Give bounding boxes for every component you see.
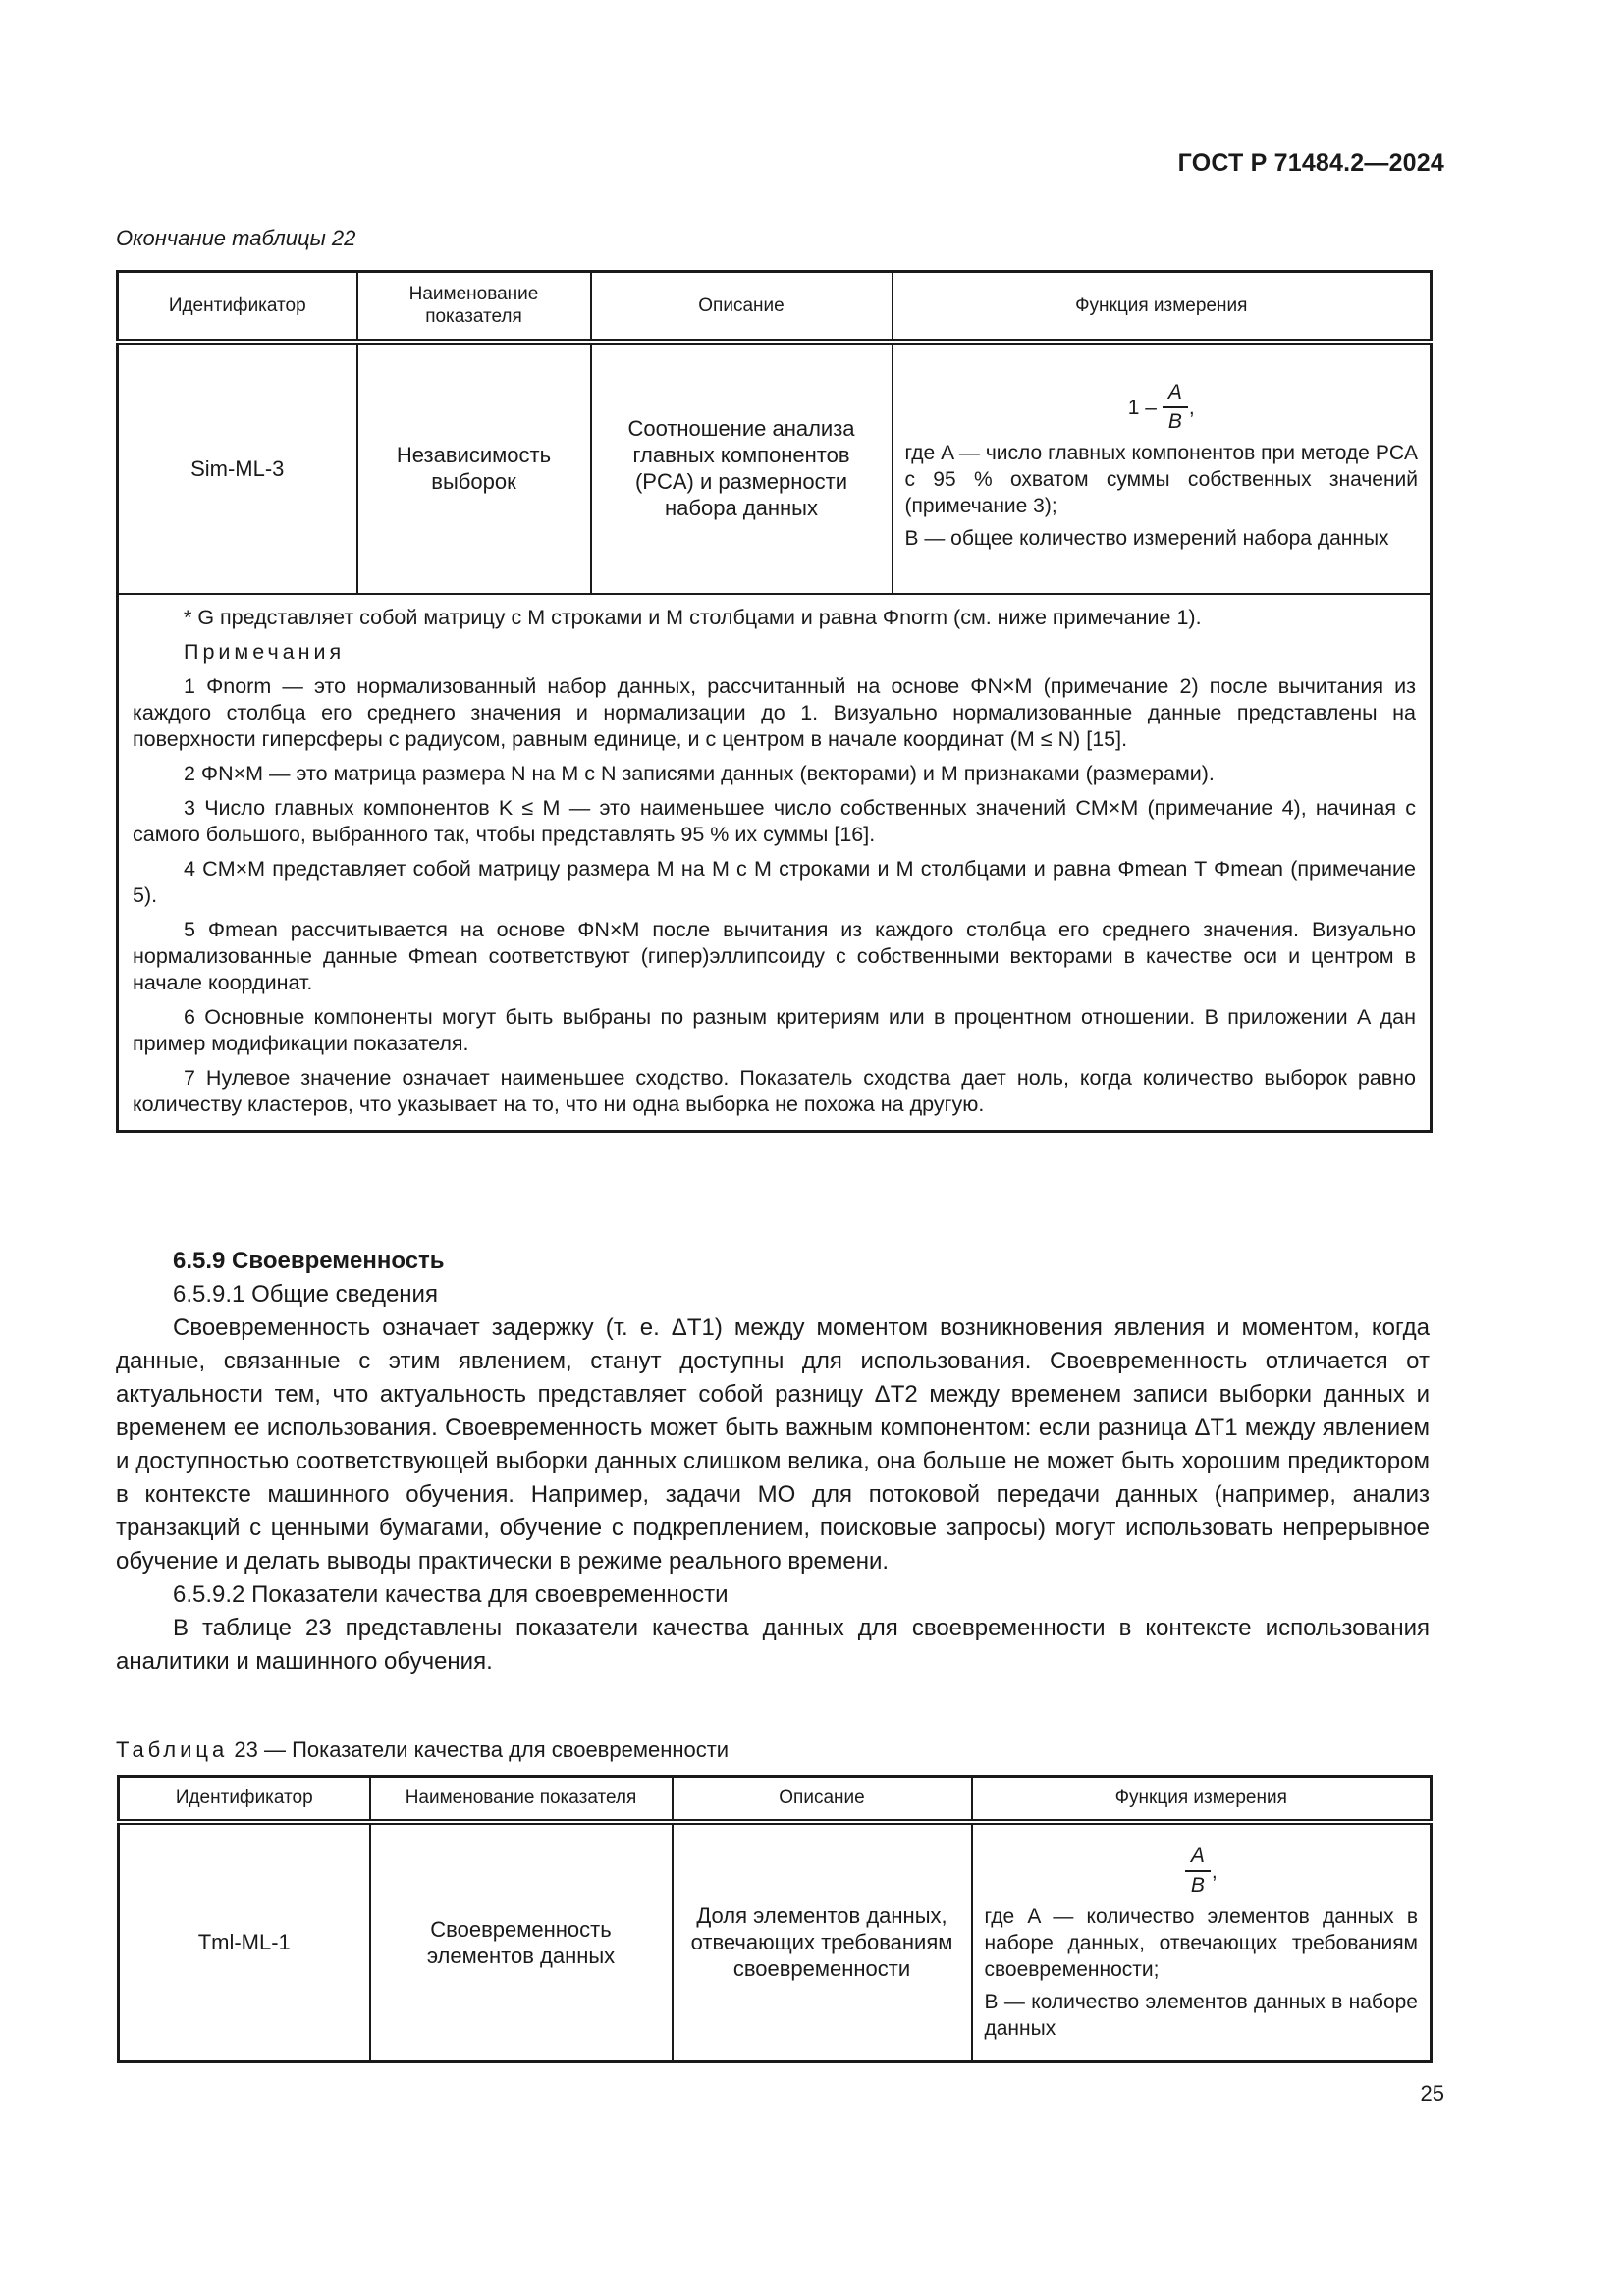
formula-where-a: где A — число главных компонентов при методе PCA с 95 % охватом суммы собственных значений (примечание 3); <box>904 442 1418 517</box>
table-continuation-caption: Окончание таблицы 22 <box>116 226 356 250</box>
fraction-bar <box>1163 406 1188 408</box>
cell-description: Соотношение анализа главных компонентов (PCA) и размерности набора данных <box>591 342 893 594</box>
col-header-description: Описание <box>591 272 893 342</box>
page-number: 25 <box>1420 2081 1444 2106</box>
formula-where-b: B — количество элементов данных в наборе данных <box>984 1991 1418 2041</box>
fraction-bar <box>1185 1870 1211 1872</box>
formula-where-b: B — общее количество измерений набора данных <box>904 527 1389 550</box>
formula-prefix: 1 – <box>1127 396 1157 419</box>
subsection-heading-1: 6.5.9.1 Общие сведения <box>173 1281 438 1308</box>
cell-measurement-function <box>893 342 1432 594</box>
notes-title: Примечания <box>184 639 346 664</box>
table-row <box>118 342 1432 594</box>
document-id: ГОСТ Р 71484.2—2024 <box>1177 149 1444 177</box>
note-3: 3 Число главных компонентов K ≤ M — это наименьшее число собственных значений CM×M (примечание 4), начиная с самого большого, выбранного так, чтобы представлять 95 % их суммы [16]. <box>133 795 1416 846</box>
formula-denominator: B <box>1167 410 1182 433</box>
table-23 <box>117 1775 1433 2063</box>
cell-identifier: Tml-ML-1 <box>119 1822 370 2062</box>
formula-numerator: A <box>1167 381 1182 403</box>
paragraph-1: Своевременность означает задержку (т. е. ΔT1) между моментом возникновения явления и моментом, когда данные, связанные с этим явлением, станут доступны для использования. Своевременность отличается от актуальности тем, что актуальность представляет собой разницу ΔT2 между временем записи выборки данных и временем ее использования. Своевременность может быть важным компонентом: если разница ΔT1 между явлением и доступностью соответствующей выборки данных слишком велика, она больше не может быть хорошим предиктором в контексте машинного обучения. Например, задачи МО для потоковой передачи данных (например, анализ транзакций с ценными бумагами, обучение с подкреплением, поисковые запросы) могут использовать непрерывное обучение и делать выводы практически в режиме реального времени. <box>116 1314 1430 1575</box>
formula-suffix: , <box>1188 396 1195 419</box>
note-2: 2 ΦN×M — это матрица размера N на M с N записями данных (векторами) и M признаками (размерами). <box>184 761 1215 785</box>
note-5: 5 Φmean рассчитывается на основе ΦN×M после вычитания из каждого столбца его среднего значения. Визуально нормализованные данные Φmean соответствуют (гипер)эллипсоиду с собственными векторами в качестве оси и центром в начале координат. <box>133 917 1416 994</box>
col-header-measurement-function: Функция измерения <box>972 1777 1432 1822</box>
table-22 <box>116 270 1433 1133</box>
formula-where-a: где A — количество элементов данных в наборе данных, отвечающих требованиям своевременности; <box>984 1905 1418 1982</box>
subsection-heading-2: 6.5.9.2 Показатели качества для своевременности <box>173 1581 729 1608</box>
table-row <box>119 1822 1432 2062</box>
cell-indicator-name: Своевременность элементов данных <box>370 1822 673 2062</box>
table-23-caption <box>116 1737 729 1763</box>
section-6-5-9 <box>116 1245 1430 1679</box>
col-header-identifier: Идентификатор <box>119 1777 370 1822</box>
formula <box>985 1844 1419 1897</box>
table-word: Таблица <box>116 1737 229 1762</box>
formula <box>905 381 1419 434</box>
note-1: 1 Φnorm — это нормализованный набор данных, рассчитанный на основе ΦN×M (примечание 2) после вычитания из каждого столбца его среднего значения и нормализации до 1. Визуально нормализованные данные представлены на поверхности гиперсферы с радиусом, равным единице, и с центром в начале координат (M ≤ N) [15]. <box>133 673 1416 751</box>
cell-measurement-function <box>972 1822 1432 2062</box>
table-title: 23 — Показатели качества для своевременности <box>234 1737 730 1762</box>
col-header-measurement-function: Функция измерения <box>893 272 1432 342</box>
cell-description: Доля элементов данных, отвечающих требованиям своевременности <box>673 1822 972 2062</box>
cell-identifier: Sim-ML-3 <box>118 342 357 594</box>
section-heading: 6.5.9 Своевременность <box>173 1248 445 1274</box>
col-header-identifier: Идентификатор <box>118 272 357 342</box>
paragraph-2: В таблице 23 представлены показатели качества данных для своевременности в контексте использования аналитики и машинного обучения. <box>116 1615 1430 1675</box>
table-notes-row <box>118 594 1432 1132</box>
formula-denominator: B <box>1190 1874 1205 1897</box>
col-header-indicator-name: Наименование показателя <box>357 272 591 342</box>
note-6: 6 Основные компоненты могут быть выбраны по разным критериям или в процентном отношении. В приложении А дан пример модификации показателя. <box>133 1004 1416 1055</box>
col-header-indicator-name: Наименование показателя <box>370 1777 673 1822</box>
formula-numerator: A <box>1190 1844 1205 1868</box>
notes-cell <box>118 594 1432 1132</box>
cell-indicator-name: Независимость выборок <box>357 342 591 594</box>
col-header-description: Описание <box>673 1777 972 1822</box>
footnote: * G представляет собой матрицу с M строками и M столбцами и равна Φnorm (см. ниже примечание 1). <box>184 605 1202 629</box>
note-7: 7 Нулевое значение означает наименьшее сходство. Показатель сходства дает ноль, когда количество выборок равно количеству кластеров, что указывает на то, что ни одна выборка не похожа на другую. <box>133 1065 1416 1116</box>
note-4: 4 CM×M представляет собой матрицу размера M на M с M строками и M столбцами и равна Φmean T Φmean (примечание 5). <box>133 856 1416 907</box>
formula-suffix: , <box>1211 1859 1218 1883</box>
